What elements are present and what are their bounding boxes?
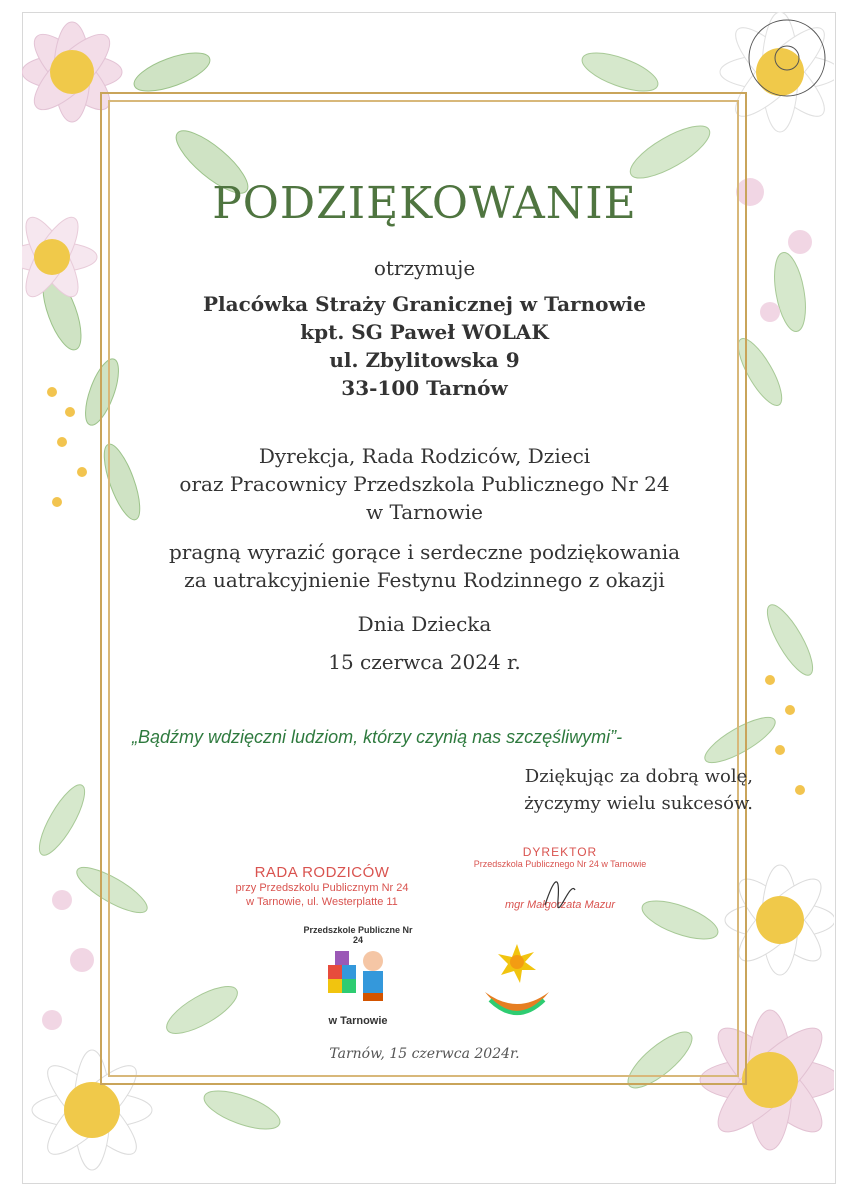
signature-icon — [540, 870, 580, 910]
stamp-dyrektor-name: mgr Małgorzata Mazur — [504, 899, 616, 911]
kolorowanki-logo — [745, 16, 829, 100]
recipient-person: kpt. SG Paweł WOLAK — [300, 320, 549, 344]
message-date: 15 czerwca 2024 r. — [328, 650, 521, 674]
school-logo-bottom-text: w Tarnowie — [328, 1015, 388, 1027]
school-logo — [303, 925, 413, 1035]
recipient-city: 33-100 Tarnów — [341, 376, 508, 400]
stamp-dyrektor-title: DYREKTOR — [522, 845, 598, 859]
crescent-sun-logo — [480, 942, 554, 1020]
stamp-rada-line-2: w Tarnowie, ul. Westerplatte 11 — [246, 896, 398, 908]
message-line-2: za uatrakcyjnienie Festynu Rodzinnego z okazji — [184, 568, 665, 592]
motto-quote: „Bądźmy wdzięczni ludziom, którzy czynią nas szczęśliwymi”- — [132, 727, 623, 747]
senders-line-3: w Tarnowie — [365, 500, 484, 524]
thanks-line-1: Dziękując za dobrą wolę, — [524, 766, 753, 787]
stamp-rada-title: RADA RODZICÓW — [254, 864, 390, 881]
parents-council-stamp — [222, 864, 422, 909]
recipient-name: Placówka Straży Granicznej w Tarnowie — [202, 292, 646, 316]
senders-line-2: oraz Pracownicy Przedszkola Publicznego Nr 24 — [179, 472, 670, 496]
school-logo-top-text: Przedszkole Publiczne Nr 24 — [303, 925, 413, 945]
recipient-street: ul. Zbylitowska 9 — [329, 348, 520, 372]
receives-label: otrzymuje — [373, 256, 476, 280]
message-line-1: pragną wyrazić gorące i serdeczne podziękowania — [168, 540, 681, 564]
certificate-title: PODZIĘKOWANIE — [212, 178, 637, 229]
thanks-line-2: życzymy wielu sukcesów. — [524, 793, 753, 814]
message-line-3: Dnia Dziecka — [357, 612, 492, 636]
thanks-block — [524, 763, 753, 817]
stamp-rada-line-1: przy Przedszkolu Publicznym Nr 24 — [235, 882, 409, 894]
senders-line-1: Dyrekcja, Rada Rodziców, Dzieci — [258, 444, 591, 468]
footer-place-date: Tarnów, 15 czerwca 2024r. — [329, 1046, 520, 1062]
stamp-dyrektor-line-1: Przedszkola Publicznego Nr 24 w Tarnowie — [473, 859, 647, 869]
